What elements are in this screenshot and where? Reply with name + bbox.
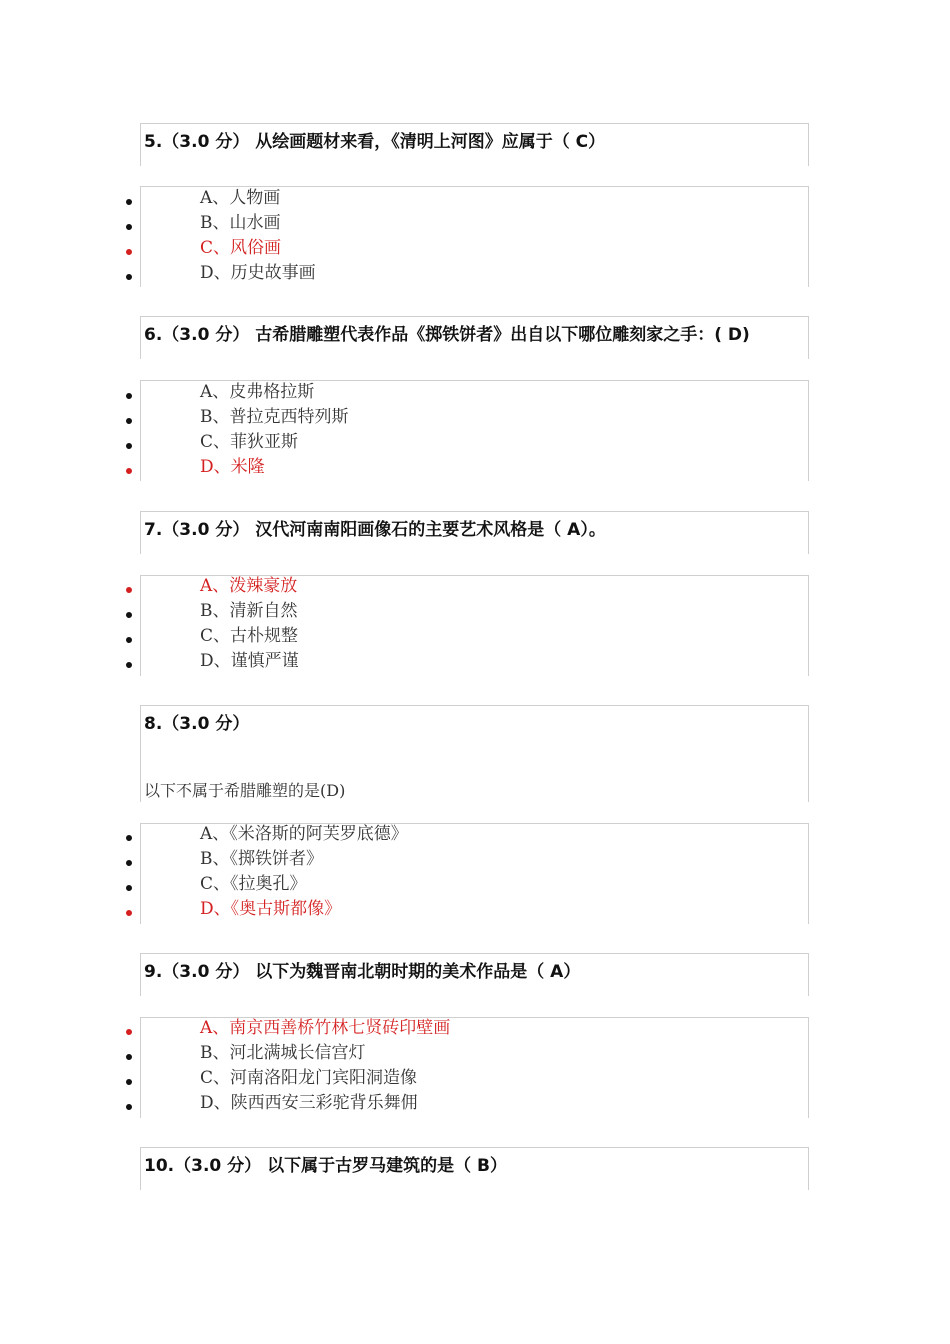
- option-bullet-correct: [126, 1029, 132, 1035]
- option-bullet: [126, 418, 132, 424]
- option-6-b[interactable]: B、普拉克西特列斯: [200, 407, 349, 427]
- option-bullet-correct: [126, 468, 132, 474]
- option-7-d[interactable]: D、谨慎严谨: [200, 651, 299, 671]
- option-bullet: [126, 860, 132, 866]
- option-bullet: [126, 393, 132, 399]
- question-9-header: 9.（3.0 分） 以下为魏晋南北朝时期的美术作品是（ A）: [144, 962, 581, 982]
- question-8-header: 8.（3.0 分）: [144, 714, 250, 734]
- question-5-header: 5.（3.0 分） 从绘画题材来看，《清明上河图》应属于（ C）: [144, 132, 606, 152]
- question-5: [140, 123, 809, 166]
- option-6-c[interactable]: C、菲狄亚斯: [200, 432, 299, 452]
- option-bullet: [126, 199, 132, 205]
- option-bullet: [126, 662, 132, 668]
- option-8-c[interactable]: C、《拉奥孔》: [200, 874, 307, 894]
- option-9-c[interactable]: C、河南洛阳龙门宾阳洞造像: [200, 1068, 418, 1088]
- option-5-b[interactable]: B、山水画: [200, 213, 281, 233]
- option-6-a[interactable]: A、皮弗格拉斯: [200, 382, 315, 402]
- option-7-c[interactable]: C、古朴规整: [200, 626, 299, 646]
- option-bullet: [126, 1104, 132, 1110]
- option-bullet: [126, 885, 132, 891]
- option-bullet-correct: [126, 249, 132, 255]
- option-bullet-correct: [126, 910, 132, 916]
- question-10: [140, 1147, 809, 1190]
- option-8-a[interactable]: A、《米洛斯的阿芙罗底德》: [200, 824, 408, 844]
- option-9-d[interactable]: D、陕西西安三彩驼背乐舞佣: [200, 1093, 418, 1113]
- question-6: [140, 316, 809, 359]
- option-6-d-correct[interactable]: D、米隆: [200, 457, 265, 477]
- question-7: [140, 511, 809, 554]
- option-bullet: [126, 443, 132, 449]
- option-7-a-correct[interactable]: A、泼辣豪放: [200, 576, 298, 596]
- option-bullet: [126, 224, 132, 230]
- option-5-d[interactable]: D、历史故事画: [200, 263, 316, 283]
- option-bullet-correct: [126, 587, 132, 593]
- option-bullet: [126, 612, 132, 618]
- question-6-header: 6.（3.0 分） 古希腊雕塑代表作品《掷铁饼者》出自以下哪位雕刻家之手：( D): [144, 325, 750, 345]
- option-5-c-correct[interactable]: C、风俗画: [200, 238, 282, 258]
- option-9-a-correct[interactable]: A、南京西善桥竹林七贤砖印壁画: [200, 1018, 451, 1038]
- option-bullet: [126, 1054, 132, 1060]
- question-8-body: 以下不属于希腊雕塑的是(D): [144, 781, 346, 800]
- option-bullet: [126, 1079, 132, 1085]
- option-7-b[interactable]: B、清新自然: [200, 601, 298, 621]
- option-8-b[interactable]: B、《掷铁饼者》: [200, 849, 323, 869]
- question-8: [140, 705, 809, 802]
- question-10-header: 10.（3.0 分） 以下属于古罗马建筑的是（ B）: [144, 1156, 507, 1176]
- option-bullet: [126, 835, 132, 841]
- option-bullet: [126, 637, 132, 643]
- option-5-a[interactable]: A、人物画: [200, 188, 281, 208]
- option-9-b[interactable]: B、河北满城长信宫灯: [200, 1043, 366, 1063]
- option-8-d-correct[interactable]: D、《奥古斯都像》: [200, 899, 342, 919]
- option-bullet: [126, 274, 132, 280]
- question-9: [140, 953, 809, 996]
- question-7-header: 7.（3.0 分） 汉代河南南阳画像石的主要艺术风格是（ A）。: [144, 520, 606, 540]
